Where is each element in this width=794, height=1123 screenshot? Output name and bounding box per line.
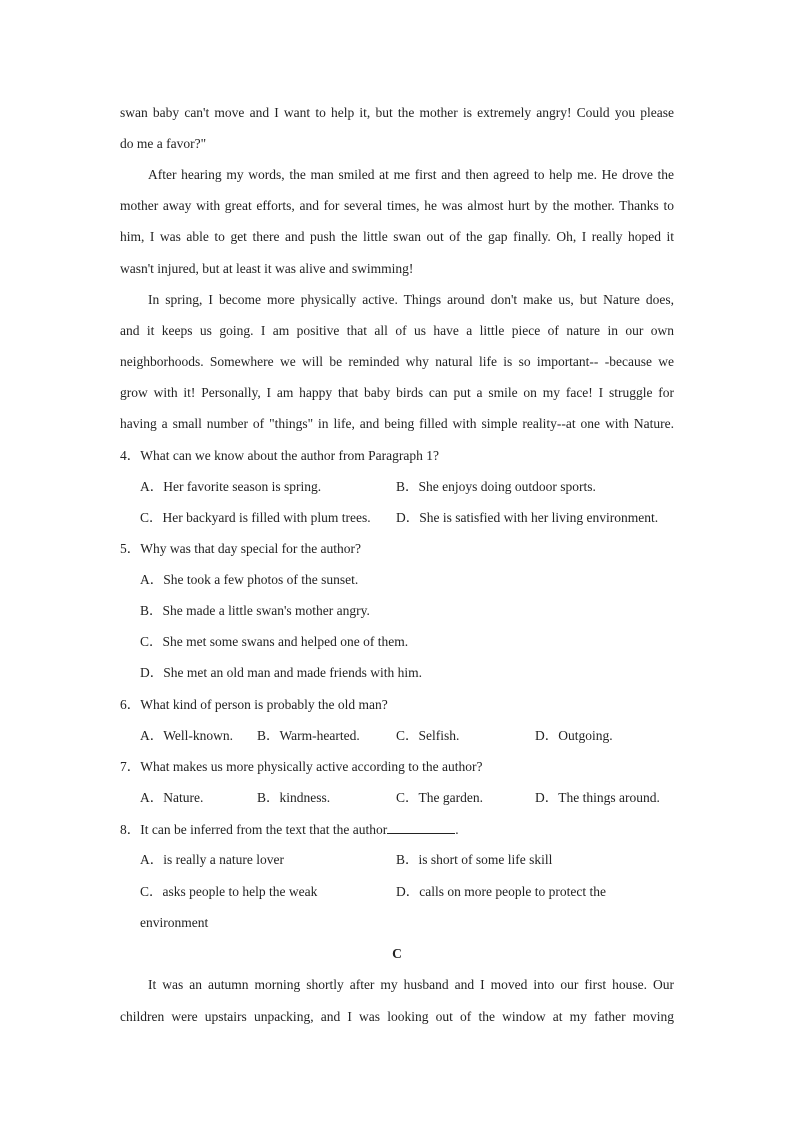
- question-5-option-d[interactable]: D．She met an old man and made friends with him.: [140, 665, 422, 680]
- question-7-option-a[interactable]: A．Nature.: [140, 790, 204, 805]
- question-5-option-b[interactable]: B．She made a little swan's mother angry.: [140, 603, 370, 618]
- question-5-option-c[interactable]: C．She met some swans and helped one of them.: [140, 634, 409, 649]
- section-c-heading: C: [392, 946, 402, 961]
- question-8-option-d[interactable]: D．calls on more people to protect the: [396, 884, 606, 899]
- question-4-option-b[interactable]: B．She enjoys doing outdoor sports.: [396, 479, 596, 494]
- question-8-stem: [120, 820, 459, 839]
- passage-line: It was an autumn morning shortly after my husband and I moved into our first house. Our: [148, 977, 674, 992]
- answer-blank[interactable]: [387, 820, 455, 834]
- passage-line: him, I was able to get there and push the little swan out of the gap finally. Oh, I really hoped it: [120, 229, 674, 244]
- question-8-option-a[interactable]: A．is really a nature lover: [140, 852, 284, 867]
- passage-line: mother away with great efforts, and for several times, he was almost hurt by the mother. Thanks to: [120, 198, 674, 213]
- question-7-option-c[interactable]: C．The garden.: [396, 790, 483, 805]
- passage-line: grow with it! Personally, I am happy that baby birds can put a smile on my face! I struggle for: [120, 385, 674, 400]
- passage-line: After hearing my words, the man smiled at me first and then agreed to help me. He drove the: [148, 167, 674, 182]
- question-6-stem: 6．What kind of person is probably the old man?: [120, 697, 388, 712]
- question-5-option-a[interactable]: A．She took a few photos of the sunset.: [140, 572, 359, 587]
- passage-line: children were upstairs unpacking, and I was looking out of the window at my father moving: [120, 1009, 674, 1024]
- question-8-option-c[interactable]: C．asks people to help the weak: [140, 884, 318, 899]
- question-8-option-b[interactable]: B．is short of some life skill: [396, 852, 553, 867]
- passage-line: In spring, I become more physically active. Things around don't make us, but Nature does,: [148, 292, 674, 307]
- question-7-option-d[interactable]: D．The things around.: [535, 790, 660, 805]
- passage-line: do me a favor?": [120, 136, 207, 151]
- question-6-option-d[interactable]: D．Outgoing.: [535, 728, 613, 743]
- passage-line: swan baby can't move and I want to help it, but the mother is extremely angry! Could you please: [120, 105, 674, 120]
- question-4-option-d[interactable]: D．She is satisfied with her living environment.: [396, 510, 659, 525]
- question-7-option-b[interactable]: B．kindness.: [257, 790, 331, 805]
- question-4-stem: 4．What can we know about the author from Paragraph 1?: [120, 448, 440, 463]
- passage-line: neighborhoods. Somewhere we will be reminded why natural life is so important-- -because we: [120, 354, 674, 369]
- question-5-stem: 5．Why was that day special for the author?: [120, 541, 362, 556]
- question-4-option-a[interactable]: A．Her favorite season is spring.: [140, 479, 322, 494]
- passage-line: having a small number of "things" in life, and being filled with simple reality--at one with Nature.: [120, 416, 674, 431]
- question-4-option-c[interactable]: C．Her backyard is filled with plum trees.: [140, 510, 371, 525]
- passage-line: and it keeps us going. I am positive that all of us have a little piece of nature in our own: [120, 323, 674, 338]
- question-8-stem-text: 8．It can be inferred from the text that the author: [120, 822, 388, 837]
- question-7-stem: 7．What makes us more physically active according to the author?: [120, 759, 483, 774]
- question-8-stem-end: .: [455, 822, 459, 837]
- passage-line: wasn't injured, but at least it was alive and swimming!: [120, 261, 414, 276]
- question-6-option-b[interactable]: B．Warm-hearted.: [257, 728, 360, 743]
- question-8-option-d-continued: environment: [140, 915, 209, 930]
- question-6-option-a[interactable]: A．Well-known.: [140, 728, 234, 743]
- question-6-option-c[interactable]: C．Selfish.: [396, 728, 460, 743]
